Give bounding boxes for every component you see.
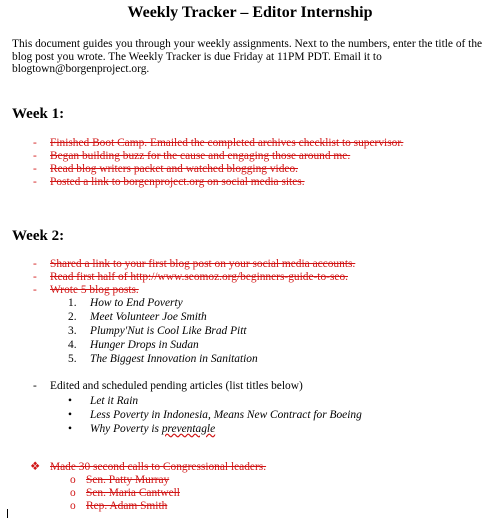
week2-item: - Read first half of http://www.seomoz.org/beginners-guide-to-seo. xyxy=(33,271,348,283)
week2-item: - Wrote 5 blog posts. xyxy=(33,284,139,296)
scheduled-label: - Edited and scheduled pending articles (list titles below) xyxy=(33,380,303,392)
week1-item: - Read blog writers packet and watched blogging video. xyxy=(33,163,298,175)
scheduled-article: • Why Poverty is preventagle xyxy=(68,423,216,435)
blog-post-item: 4. Hunger Drops in Sudan xyxy=(68,339,199,351)
senator-item: o Sen. Patty Murray xyxy=(70,474,170,486)
week2-heading: Week 2: xyxy=(12,228,65,244)
week1-item: - Finished Boot Camp. Emailed the completed archives checklist to supervisor. xyxy=(33,137,404,149)
senator-item: o Sen. Maria Cantwell xyxy=(70,487,180,499)
blog-post-item: 2. Meet Volunteer Joe Smith xyxy=(68,311,207,323)
senator-item: o Rep. Adam Smith xyxy=(70,500,168,512)
week1-item: - Posted a link to borgenproject.org on social media sites. xyxy=(33,176,305,188)
blog-post-item: 3. Plumpy'Nut is Cool Like Brad Pitt xyxy=(68,325,247,337)
blog-post-item: 1. How to End Poverty xyxy=(68,297,183,309)
diamond-bullet-icon: ❖ xyxy=(30,461,41,473)
blog-post-item: 5. The Biggest Innovation in Sanitation xyxy=(68,353,258,365)
scheduled-article: • Less Poverty in Indonesia, Means New Contract for Boeing xyxy=(68,409,362,421)
week1-heading: Week 1: xyxy=(12,106,65,122)
scheduled-article: • Let it Rain xyxy=(68,395,139,407)
calls-item: ❖ Made 30 second calls to Congressional leaders. xyxy=(30,461,267,473)
intro-paragraph: This document guides you through your weekly assignments. Next to the numbers, enter the title of the blog post you wrote. The Weekly Tracker is due Friday at 11PM PDT. Email it to blogtown@borgenproject.org. xyxy=(12,38,483,76)
document-title: Weekly Tracker – Editor Internship xyxy=(127,4,373,21)
misspelled-word: preventagle xyxy=(161,423,216,435)
week1-item: - Began building buzz for the cause and engaging those around me. xyxy=(33,150,351,162)
week2-item: - Shared a link to your first blog post on your social media accounts. xyxy=(33,258,356,270)
